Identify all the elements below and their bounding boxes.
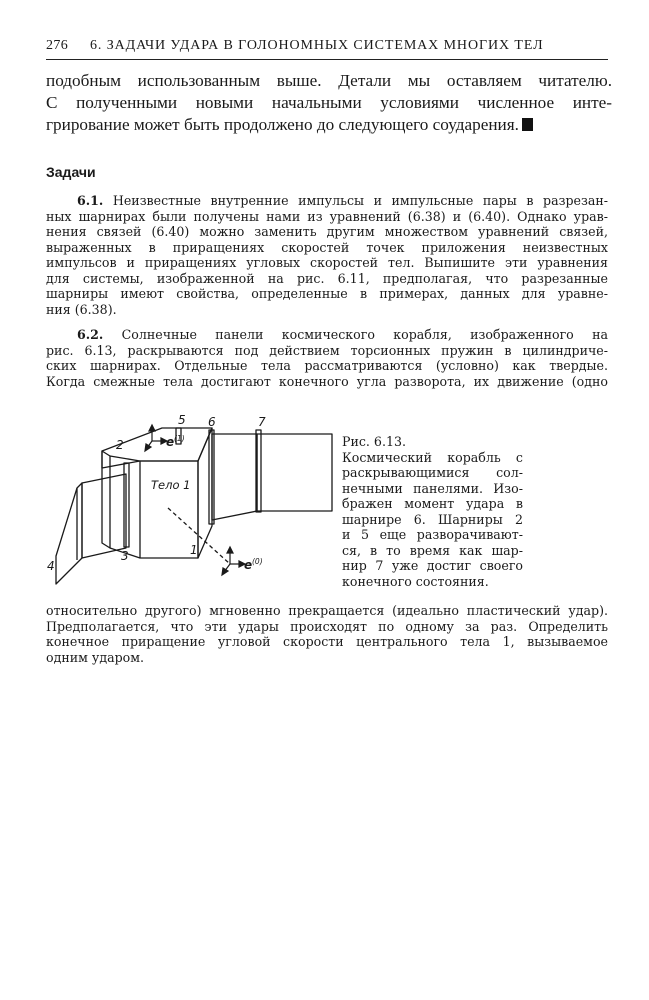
e1-superscript: (1) [174,434,185,443]
e0-vector [222,547,245,575]
problem-line: Предполагается, что эти удары происходят по одному за раз. Определить [46,618,608,634]
problem-number: 6.2. [77,327,104,342]
caption-line: раскрывающимися сол- [342,465,523,480]
panel-4 [82,474,126,558]
problem-line: выраженных в приращениях скоростей точек приложения неизвестных [46,239,608,255]
caption-line: и 5 еще разворачивают- [342,527,523,542]
e1-vector [145,425,167,451]
problem-6-2 [46,327,608,389]
problem-line: ных шарнирах были получены нами из уравнений (6.38) и (6.40). Однако урав- [46,208,608,224]
body-number-label: 1 [190,543,198,557]
problem-line: шарниры имеют свойства, определенные в примерах, данных для уравне- [46,286,608,301]
hinge-label-6: 6 [208,415,216,429]
hinge-label-4: 4 [47,559,55,573]
intro-paragraph [46,70,612,136]
chapter-title: 6. ЗАДАЧИ УДАРА В ГОЛОНОМНЫХ СИСТЕМАХ МНОГИХ ТЕЛ [90,38,544,53]
intro-line: грирование может быть продолжено до следующего соударения. [46,115,519,134]
problem-line: нения связей (6.40) можно заменить другим множеством уравнений связей, [46,224,608,239]
problem-line: одним ударом. [46,649,145,665]
caption-line: шарнире 6. Шарниры 2 [342,511,523,527]
problem-line: импульсов и приращениях угловых скоростей тел. Выпишите эти уравнения [46,255,608,270]
figure-caption [342,434,523,589]
hinge-line [110,456,140,461]
problem-line: конечное приращение угловой скорости центрального тела 1, вызываемое [46,634,608,649]
caption-line: бражен момент удара в [342,496,523,511]
problem-line: рис. 6.13, раскрываются под действием торсионных пружин в цилиндриче- [46,342,608,358]
hinge-label-5: 5 [178,413,186,427]
panel-right-6 [212,434,257,520]
caption-line: конечного состояния. [342,573,489,589]
problem-text: Неизвестные внутренние импульсы и импульсные пары в разрезан- [112,193,608,208]
section-title: Задачи [46,164,96,180]
hinge-label-2: 2 [116,438,124,452]
caption-line: нир 7 уже достиг своего [342,558,523,573]
caption-line: Космический корабль с [342,449,523,465]
problem-text: Солнечные панели космического корабля, изображенного на [121,327,608,342]
page-number: 276 [46,38,69,53]
problem-number: 6.1. [77,193,104,208]
body-right-face [198,428,212,558]
caption-title: Рис. 6.13. [342,434,406,449]
caption-line: ся, в то время как шар- [342,542,523,558]
caption-line: нечными панелями. Изо- [342,480,523,496]
end-of-proof-icon [522,118,533,131]
panel-left-upper [102,451,110,548]
problem-6-1 [46,193,608,317]
intro-line: С полученными новыми начальными условиями численное инте- [46,93,612,112]
problem-line: относительно другого) мгновенно прекращается (идеально пластический удар). [46,603,608,618]
e0-label: e [244,558,253,572]
problem-line: Когда смежные тела достигают конечного угла разворота, их движение (одно [46,373,608,389]
panel-4-edge [56,483,82,584]
e0-superscript: (0) [252,557,263,566]
hinge-label-3: 3 [121,549,129,563]
intro-line-last [46,114,612,136]
problem-line [46,193,608,209]
panel-right-7 [257,434,332,511]
e1-label: e [166,435,175,449]
intro-line: подобным использованным выше. Детали мы оставляем читателю. [46,71,612,90]
problem-line [46,327,608,343]
problem-line: ских шарнирах. Отдельные тела рассматриваются (условно) как твердые. [46,358,608,373]
header-rule [46,59,608,60]
problem-line: ния (6.38). [46,301,117,317]
problem-6-2-continuation [46,603,608,665]
running-header [46,38,608,58]
spacecraft-figure [44,408,336,598]
problem-line: для системы, изображенной на рис. 6.11, предполагая, что разрезанные [46,270,608,286]
body-label: Тело 1 [151,478,191,492]
hinge-label-7: 7 [258,415,266,429]
